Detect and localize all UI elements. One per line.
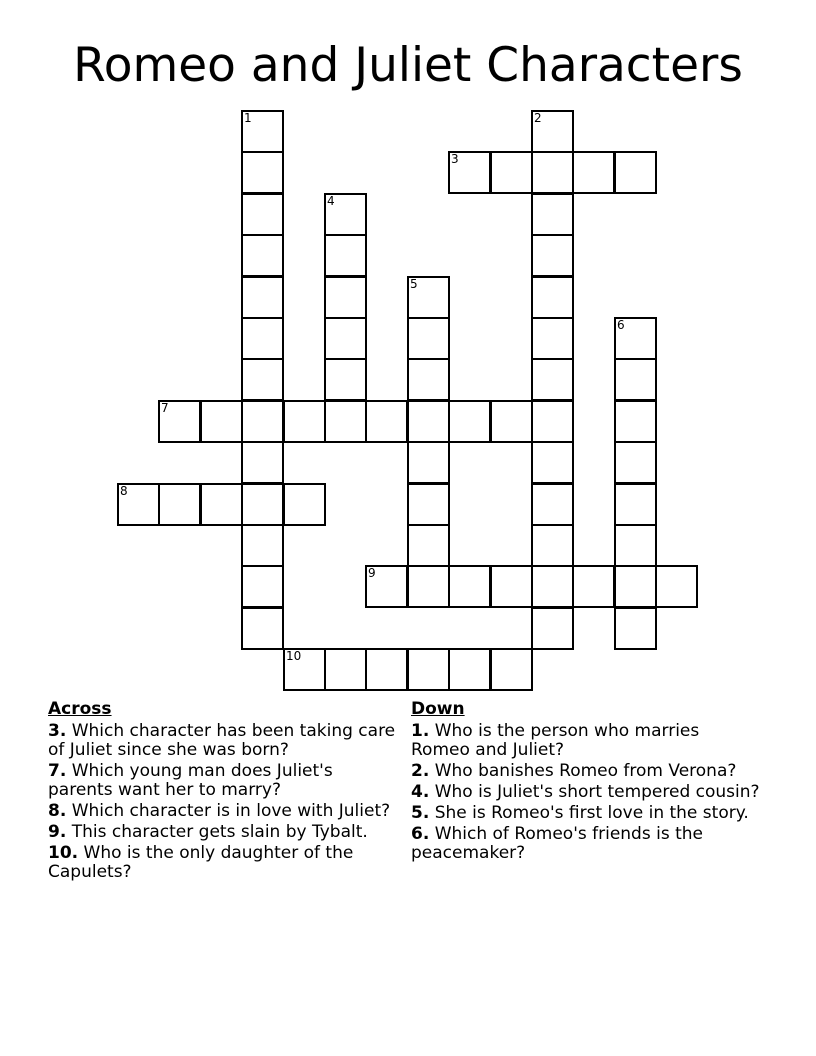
grid-cell[interactable] xyxy=(324,234,367,277)
grid-cell[interactable] xyxy=(614,317,657,360)
grid-cell[interactable] xyxy=(614,151,657,194)
grid-cell[interactable] xyxy=(572,151,615,194)
clue-across xyxy=(48,802,400,821)
grid-cell[interactable] xyxy=(614,565,657,608)
grid-cell[interactable] xyxy=(241,317,284,360)
clue-number-label: 3 xyxy=(451,152,459,166)
grid-cell[interactable] xyxy=(200,483,243,526)
grid-cell[interactable] xyxy=(324,193,367,236)
grid-cell[interactable] xyxy=(241,358,284,401)
clue-text: Who is Juliet's short tempered cousin? xyxy=(434,782,760,802)
grid-cell[interactable] xyxy=(490,151,533,194)
clue-text: Who is the person who marries Romeo and Juliet? xyxy=(411,721,700,760)
grid-cell[interactable] xyxy=(531,276,574,319)
clue-number: 1. xyxy=(411,721,430,741)
clue-text: This character gets slain by Tybalt. xyxy=(71,822,368,842)
clue-down xyxy=(411,825,763,863)
clue-down xyxy=(411,804,763,823)
clue-text: Who banishes Romeo from Verona? xyxy=(434,761,737,781)
clue-across xyxy=(48,844,400,882)
grid-cell[interactable] xyxy=(324,400,367,443)
grid-cell[interactable] xyxy=(117,483,160,526)
grid-cell[interactable] xyxy=(490,400,533,443)
clue-number-label: 1 xyxy=(244,111,252,125)
grid-cell[interactable] xyxy=(448,400,491,443)
grid-cell[interactable] xyxy=(531,483,574,526)
clue-across xyxy=(48,762,400,800)
grid-cell[interactable] xyxy=(241,151,284,194)
grid-cell[interactable] xyxy=(490,565,533,608)
grid-cell[interactable] xyxy=(407,358,450,401)
clue-number-label: 2 xyxy=(534,111,542,125)
grid-cell[interactable] xyxy=(614,400,657,443)
grid-cell[interactable] xyxy=(241,565,284,608)
grid-cell[interactable] xyxy=(241,193,284,236)
grid-cell[interactable] xyxy=(365,648,408,691)
grid-cell[interactable] xyxy=(241,276,284,319)
grid-cell[interactable] xyxy=(614,358,657,401)
clue-down xyxy=(411,762,763,781)
grid-cell[interactable] xyxy=(241,441,284,484)
clue-number: 8. xyxy=(48,801,67,821)
grid-cell[interactable] xyxy=(531,358,574,401)
grid-cell[interactable] xyxy=(572,565,615,608)
grid-cell[interactable] xyxy=(283,648,326,691)
grid-cell[interactable] xyxy=(531,234,574,277)
grid-cell[interactable] xyxy=(158,400,201,443)
clue-text: Which character is in love with Juliet? xyxy=(71,801,391,821)
clue-number: 3. xyxy=(48,721,67,741)
grid-cell[interactable] xyxy=(614,524,657,567)
grid-cell[interactable] xyxy=(531,151,574,194)
grid-cell[interactable] xyxy=(407,565,450,608)
clue-number-label: 6 xyxy=(617,318,625,332)
grid-cell[interactable] xyxy=(324,648,367,691)
grid-cell[interactable] xyxy=(407,317,450,360)
grid-cell[interactable] xyxy=(241,607,284,650)
grid-cell[interactable] xyxy=(531,110,574,153)
grid-cell[interactable] xyxy=(407,276,450,319)
clue-number-label: 10 xyxy=(286,649,302,663)
grid-cell[interactable] xyxy=(241,110,284,153)
grid-cell[interactable] xyxy=(614,441,657,484)
grid-cell[interactable] xyxy=(407,441,450,484)
clue-number-label: 4 xyxy=(327,194,335,208)
clue-text: Which of Romeo's friends is the peacemaker? xyxy=(411,824,703,863)
grid-cell[interactable] xyxy=(407,400,450,443)
grid-cell[interactable] xyxy=(448,565,491,608)
grid-cell[interactable] xyxy=(283,400,326,443)
grid-cell[interactable] xyxy=(531,317,574,360)
clue-down xyxy=(411,722,763,760)
clue-number: 6. xyxy=(411,824,430,844)
grid-cell[interactable] xyxy=(324,317,367,360)
grid-cell[interactable] xyxy=(448,151,491,194)
grid-cell[interactable] xyxy=(241,524,284,567)
grid-cell[interactable] xyxy=(531,193,574,236)
clue-number-label: 8 xyxy=(120,484,128,498)
clue-number-label: 7 xyxy=(161,401,169,415)
grid-cell[interactable] xyxy=(614,483,657,526)
grid-cell[interactable] xyxy=(531,607,574,650)
grid-cell[interactable] xyxy=(365,565,408,608)
clue-number: 7. xyxy=(48,761,67,781)
grid-cell[interactable] xyxy=(158,483,201,526)
clue-text: Which young man does Juliet's parents want her to marry? xyxy=(48,761,333,800)
clue-number: 10. xyxy=(48,843,79,863)
grid-cell[interactable] xyxy=(407,648,450,691)
across-clues xyxy=(48,700,400,884)
clue-across xyxy=(48,823,400,842)
clue-text: Which character has been taking care of Juliet since she was born? xyxy=(48,721,396,760)
grid-cell[interactable] xyxy=(407,483,450,526)
page-title: Romeo and Juliet Characters xyxy=(73,38,743,93)
grid-cell[interactable] xyxy=(531,400,574,443)
down-heading: Down xyxy=(411,699,465,719)
down-clues xyxy=(411,700,763,865)
grid-cell[interactable] xyxy=(655,565,698,608)
grid-cell[interactable] xyxy=(241,400,284,443)
clue-text: She is Romeo's first love in the story. xyxy=(434,803,749,823)
grid-cell[interactable] xyxy=(241,234,284,277)
clue-number: 2. xyxy=(411,761,430,781)
grid-cell[interactable] xyxy=(614,607,657,650)
grid-cell[interactable] xyxy=(531,441,574,484)
clue-number: 9. xyxy=(48,822,67,842)
clue-number: 5. xyxy=(411,803,430,823)
clue-down xyxy=(411,783,763,802)
grid-cell[interactable] xyxy=(200,400,243,443)
grid-cell[interactable] xyxy=(531,524,574,567)
grid-cell[interactable] xyxy=(531,565,574,608)
grid-cell[interactable] xyxy=(283,483,326,526)
grid-cell[interactable] xyxy=(490,648,533,691)
grid-cell[interactable] xyxy=(241,483,284,526)
grid-cell[interactable] xyxy=(407,524,450,567)
clue-text: Who is the only daughter of the Capulets? xyxy=(48,843,354,882)
grid-cell[interactable] xyxy=(448,648,491,691)
clue-number: 4. xyxy=(411,782,430,802)
across-heading: Across xyxy=(48,699,112,719)
clue-number-label: 5 xyxy=(410,277,418,291)
clue-across xyxy=(48,722,400,760)
grid-cell[interactable] xyxy=(324,358,367,401)
grid-cell[interactable] xyxy=(365,400,408,443)
grid-cell[interactable] xyxy=(324,276,367,319)
clue-number-label: 9 xyxy=(368,566,376,580)
